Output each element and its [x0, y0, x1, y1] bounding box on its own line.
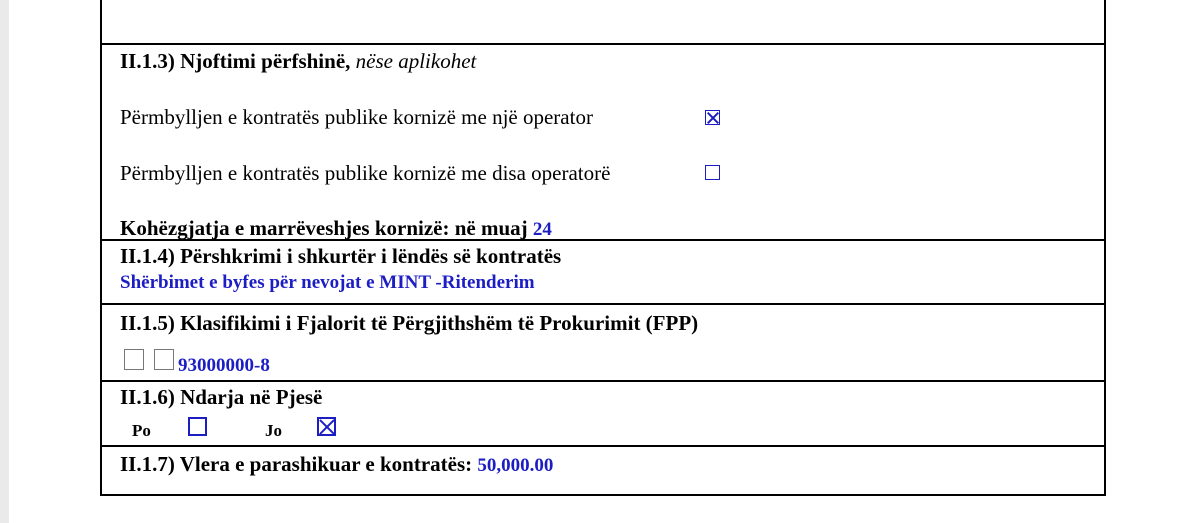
section-ii-1-3 — [102, 43, 1104, 241]
cpv-prefix-box-2[interactable] — [154, 349, 174, 370]
estimated-value: 50,000.00 — [477, 455, 554, 476]
section-ii-1-4 — [102, 239, 1104, 305]
section-ii-1-5 — [102, 303, 1104, 382]
contract-description-value: Shërbimet e byfes për nevojat e MINT -Ritenderim — [120, 272, 535, 293]
estimated-value-label: II.1.7) Vlera e parashikuar e kontratës: — [120, 452, 473, 476]
option-single-operator-label: Përmbylljen e kontratës publike kornizë me një operator — [120, 105, 593, 129]
section-code: II.1.3) Njoftimi përfshinë, — [120, 49, 351, 73]
section-ii-1-3-heading — [120, 49, 476, 73]
section-ii-1-5-title: II.1.5) Klasifikimi i Fjalorit të Përgjithshëm të Prokurimit (FPP) — [120, 311, 699, 335]
cpv-prefix-box-1[interactable] — [124, 349, 144, 370]
section-ii-1-4-title: II.1.4) Përshkrimi i shkurtër i lëndës së kontratës — [120, 244, 562, 268]
split-no-label: Jo — [265, 421, 282, 440]
split-yes-checkbox[interactable] — [188, 417, 207, 436]
left-margin-strip — [0, 0, 9, 523]
split-yes-label: Po — [132, 421, 151, 440]
duration-value: 24 — [532, 219, 552, 240]
section-ii-1-6-title: II.1.6) Ndarja në Pjesë — [120, 385, 323, 409]
duration-label: Kohëzgjatja e marrëveshjes kornizë: në muaj — [120, 216, 528, 240]
option-multiple-operators-checkbox[interactable] — [705, 165, 720, 180]
cpv-code-value: 93000000-8 — [178, 355, 270, 376]
estimated-value-row — [120, 452, 553, 478]
form-box — [100, 0, 1106, 496]
section-ii-1-7 — [102, 445, 1104, 494]
option-single-operator-checkbox[interactable] — [705, 110, 720, 125]
split-no-checkbox[interactable] — [317, 417, 336, 436]
section-note: nëse aplikohet — [355, 49, 477, 73]
option-multiple-operators-label: Përmbylljen e kontratës publike kornizë me disa operatorë — [120, 161, 611, 185]
section-ii-1-6 — [102, 380, 1104, 447]
